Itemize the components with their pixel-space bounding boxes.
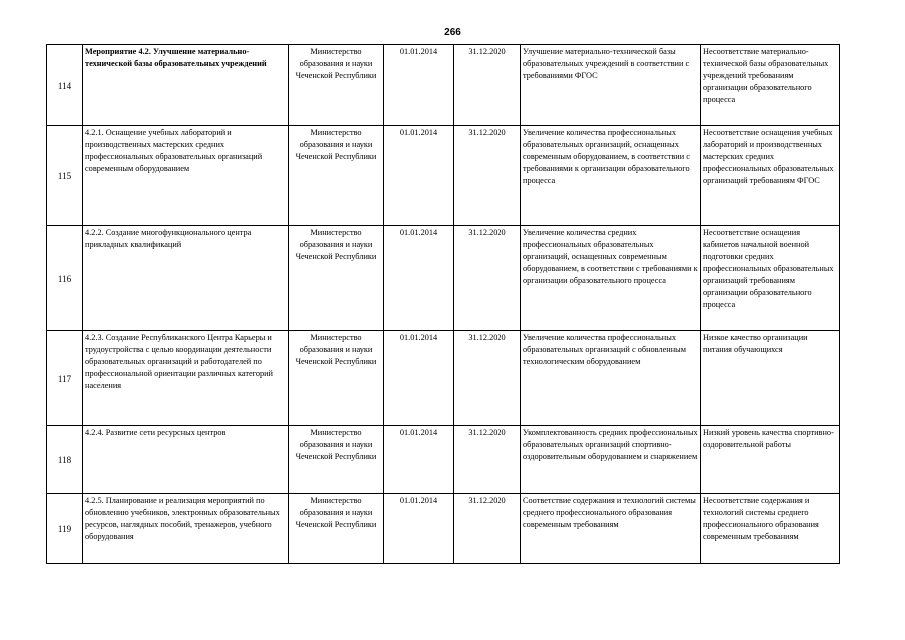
expected-result: Увеличение количества средних профессиональных образовательных организаций, оснащенных современным оборудованием, в соответствии с требованиями к организации образовательного процесса [521, 226, 701, 331]
activity-name: 4.2.3. Создание Республиканского Центра Карьеры и трудоустройства с целью координации деятельности образовательных организаций и работодателей по профессиональной ориентации различных категорий населения [83, 331, 289, 426]
executor: Министерство образования и науки Чеченской Республики [289, 226, 384, 331]
start-date: 01.01.2014 [384, 426, 454, 494]
expected-result: Улучшение материально-технической базы образовательных учреждений в соответствии с требованиями ФГОС [521, 45, 701, 126]
executor: Министерство образования и науки Чеченской Республики [289, 45, 384, 126]
start-date: 01.01.2014 [384, 331, 454, 426]
end-date: 31.12.2020 [454, 226, 521, 331]
end-date: 31.12.2020 [454, 426, 521, 494]
activity-name: Мероприятие 4.2. Улучшение материально-технической базы образовательных учреждений [83, 45, 289, 126]
consequence: Несоответствие содержания и технологий системы среднего профессионального образования современным требованиям [701, 494, 840, 564]
activity-name: 4.2.2. Создание многофункционального центра прикладных квалификаций [83, 226, 289, 331]
table-row [47, 494, 840, 564]
start-date: 01.01.2014 [384, 494, 454, 564]
row-number: 115 [47, 126, 83, 226]
consequence: Низкое качество организации питания обучающихся [701, 331, 840, 426]
end-date: 31.12.2020 [454, 126, 521, 226]
start-date: 01.01.2014 [384, 226, 454, 331]
consequence: Низкий уровень качества спортивно-оздоровительной работы [701, 426, 840, 494]
expected-result: Соответствие содержания и технологий системы среднего профессионального образования современным требованиям [521, 494, 701, 564]
table-row [47, 126, 840, 226]
expected-result: Увеличение количества профессиональных образовательных организаций, оснащенных современным оборудованием, в соответствии с требованиями к организации образовательного процесса [521, 126, 701, 226]
executor: Министерство образования и науки Чеченской Республики [289, 126, 384, 226]
expected-result: Увеличение количества профессиональных образовательных организаций с обновленным технологическим оборудованием [521, 331, 701, 426]
program-table [46, 44, 840, 564]
row-number: 117 [47, 331, 83, 426]
consequence: Несоответствие оснащения кабинетов начальной военной подготовки средних профессиональных образовательных организаций требованиям организации образовательного процесса [701, 226, 840, 331]
executor: Министерство образования и науки Чеченской Республики [289, 331, 384, 426]
table-row [47, 226, 840, 331]
table-row [47, 45, 840, 126]
activity-name: 4.2.5. Планирование и реализация мероприятий по обновлению учебников, электронных образовательных ресурсов, наглядных пособий, тренажеров, учебного оборудования [83, 494, 289, 564]
page-number: 266 [444, 27, 461, 38]
expected-result: Укомплектованность средних профессиональных образовательных организаций спортивно-оздоровительным оборудованием и снаряжением [521, 426, 701, 494]
activity-name: 4.2.4. Развитие сети ресурсных центров [83, 426, 289, 494]
consequence: Несоответствие оснащения учебных лабораторий и производственных мастерских средних профессиональных образовательных организаций требованиям ФГОС [701, 126, 840, 226]
row-number: 118 [47, 426, 83, 494]
row-number: 116 [47, 226, 83, 331]
end-date: 31.12.2020 [454, 494, 521, 564]
end-date: 31.12.2020 [454, 45, 521, 126]
executor: Министерство образования и науки Чеченской Республики [289, 494, 384, 564]
consequence: Несоответствие материально-технической базы образовательных учреждений требованиям организации образовательного процесса [701, 45, 840, 126]
table-row [47, 331, 840, 426]
start-date: 01.01.2014 [384, 126, 454, 226]
start-date: 01.01.2014 [384, 45, 454, 126]
executor: Министерство образования и науки Чеченской Республики [289, 426, 384, 494]
end-date: 31.12.2020 [454, 331, 521, 426]
activity-name: 4.2.1. Оснащение учебных лабораторий и производственных мастерских средних профессиональных образовательных организаций современным оборудованием [83, 126, 289, 226]
row-number: 114 [47, 45, 83, 126]
table-row [47, 426, 840, 494]
row-number: 119 [47, 494, 83, 564]
